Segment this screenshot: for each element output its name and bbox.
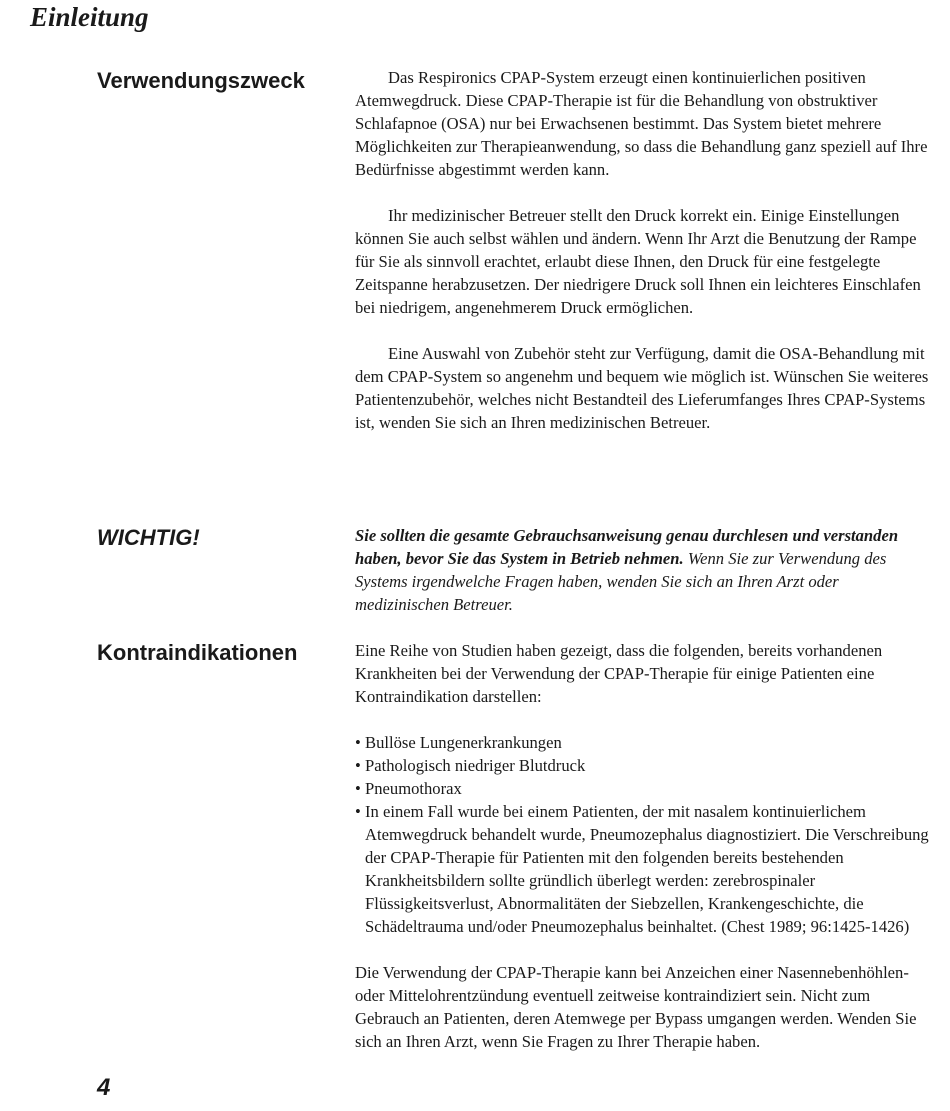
list-item: • Pneumothorax bbox=[355, 777, 930, 800]
important-notice bbox=[355, 524, 930, 616]
contraindication-list bbox=[355, 731, 930, 938]
chapter-title: Einleitung bbox=[30, 2, 149, 32]
list-item: • In einem Fall wurde bei einem Patienten, der mit nasalem kontinuierlichem Atemwegdruck behandelt wurde, Pneumozephalus diagnostiziert. Die Verschreibung der CPAP-Therapie für Patienten mit den folgenden bereits bestehenden Krankheitsbildern sollte gründlich überlegt werden: zerebrospinaler Flüssigkeitsverlust, Abnormalitäten der Siebzellen, Krankengeschichte, die Schädeltrauma und/oder Pneumozephalus beinhaltet. (Chest 1989; 96:1425-1426) bbox=[355, 800, 930, 938]
section-body-kontraindikationen bbox=[355, 639, 930, 1053]
section-heading-kontraindikationen: Kontraindikationen bbox=[97, 640, 298, 665]
paragraph: Ihr medizinischer Betreuer stellt den Druck korrekt ein. Einige Einstellungen können Sie auch selbst wählen und ändern. Wenn Ihr Arzt die Benutzung der Rampe für Sie als sinnvoll erachtet, erlaubt diese Ihnen, den Druck für eine festgelegte Zeitspanne herabzusetzen. Der niedrigere Druck soll Ihnen ein leichteres Einschlafen bei niedrigem, angenehmerem Druck ermöglichen. bbox=[355, 206, 921, 317]
paragraph: Eine Auswahl von Zubehör steht zur Verfügung, damit die OSA-Behandlung mit dem CPAP-System so angenehm und bequem wie möglich ist. Wünschen Sie weiteres Patientenzubehör, welches nicht Bestandteil des Lieferumfanges Ihres CPAP-Systems ist, wenden Sie sich an Ihren medizinischen Betreuer. bbox=[355, 344, 929, 432]
paragraph: Das Respironics CPAP-System erzeugt einen kontinuierlichen positiven Atemwegdruck. Diese CPAP-Therapie ist für die Behandlung von obstruktiver Schlafapnoe (OSA) nur bei Erwachsenen bestimmt. Das System bietet mehrere Möglichkeiten zur Therapieanwendung, so dass die Behandlung ganz speziell auf Ihre Bedürfnisse abgestimmt werden kann. bbox=[355, 68, 928, 179]
contraindication-intro: Eine Reihe von Studien haben gezeigt, dass die folgenden, bereits vorhandenen Krankheiten bei der Verwendung der CPAP-Therapie für einige Patienten eine Kontraindikation darstellen: bbox=[355, 641, 883, 706]
important-bold-text: Sie sollten die gesamte Gebrauchsanweisung genau durchlesen und verstanden haben, bevor Sie das System in Betrieb nehmen. bbox=[355, 526, 899, 568]
section-heading-wichtig: WICHTIG! bbox=[97, 525, 200, 550]
page-number: 4 bbox=[97, 1074, 111, 1101]
section-heading-verwendungszweck: Verwendungszweck bbox=[97, 68, 305, 93]
contraindication-closing: Die Verwendung der CPAP-Therapie kann bei Anzeichen einer Nasennebenhöhlen- oder Mittelohrentzündung eventuell zeitweise kontraindiziert sein. Nicht zum Gebrauch an Patienten, deren Atemwege per Bypass umgangen werden. Wenden Sie sich an Ihren Arzt, wenn Sie Fragen zu Ihrer Therapie haben. bbox=[355, 963, 917, 1051]
list-item: • Pathologisch niedriger Blutdruck bbox=[355, 754, 930, 777]
list-item: • Bullöse Lungenerkrankungen bbox=[355, 731, 930, 754]
important-text: Wenn Sie zur Verwendung des Systems irgendwelche Fragen haben, wenden Sie sich an Ihren Arzt oder medizinischen Betreuer. bbox=[355, 549, 887, 614]
section-body-verwendungszweck bbox=[355, 66, 930, 434]
